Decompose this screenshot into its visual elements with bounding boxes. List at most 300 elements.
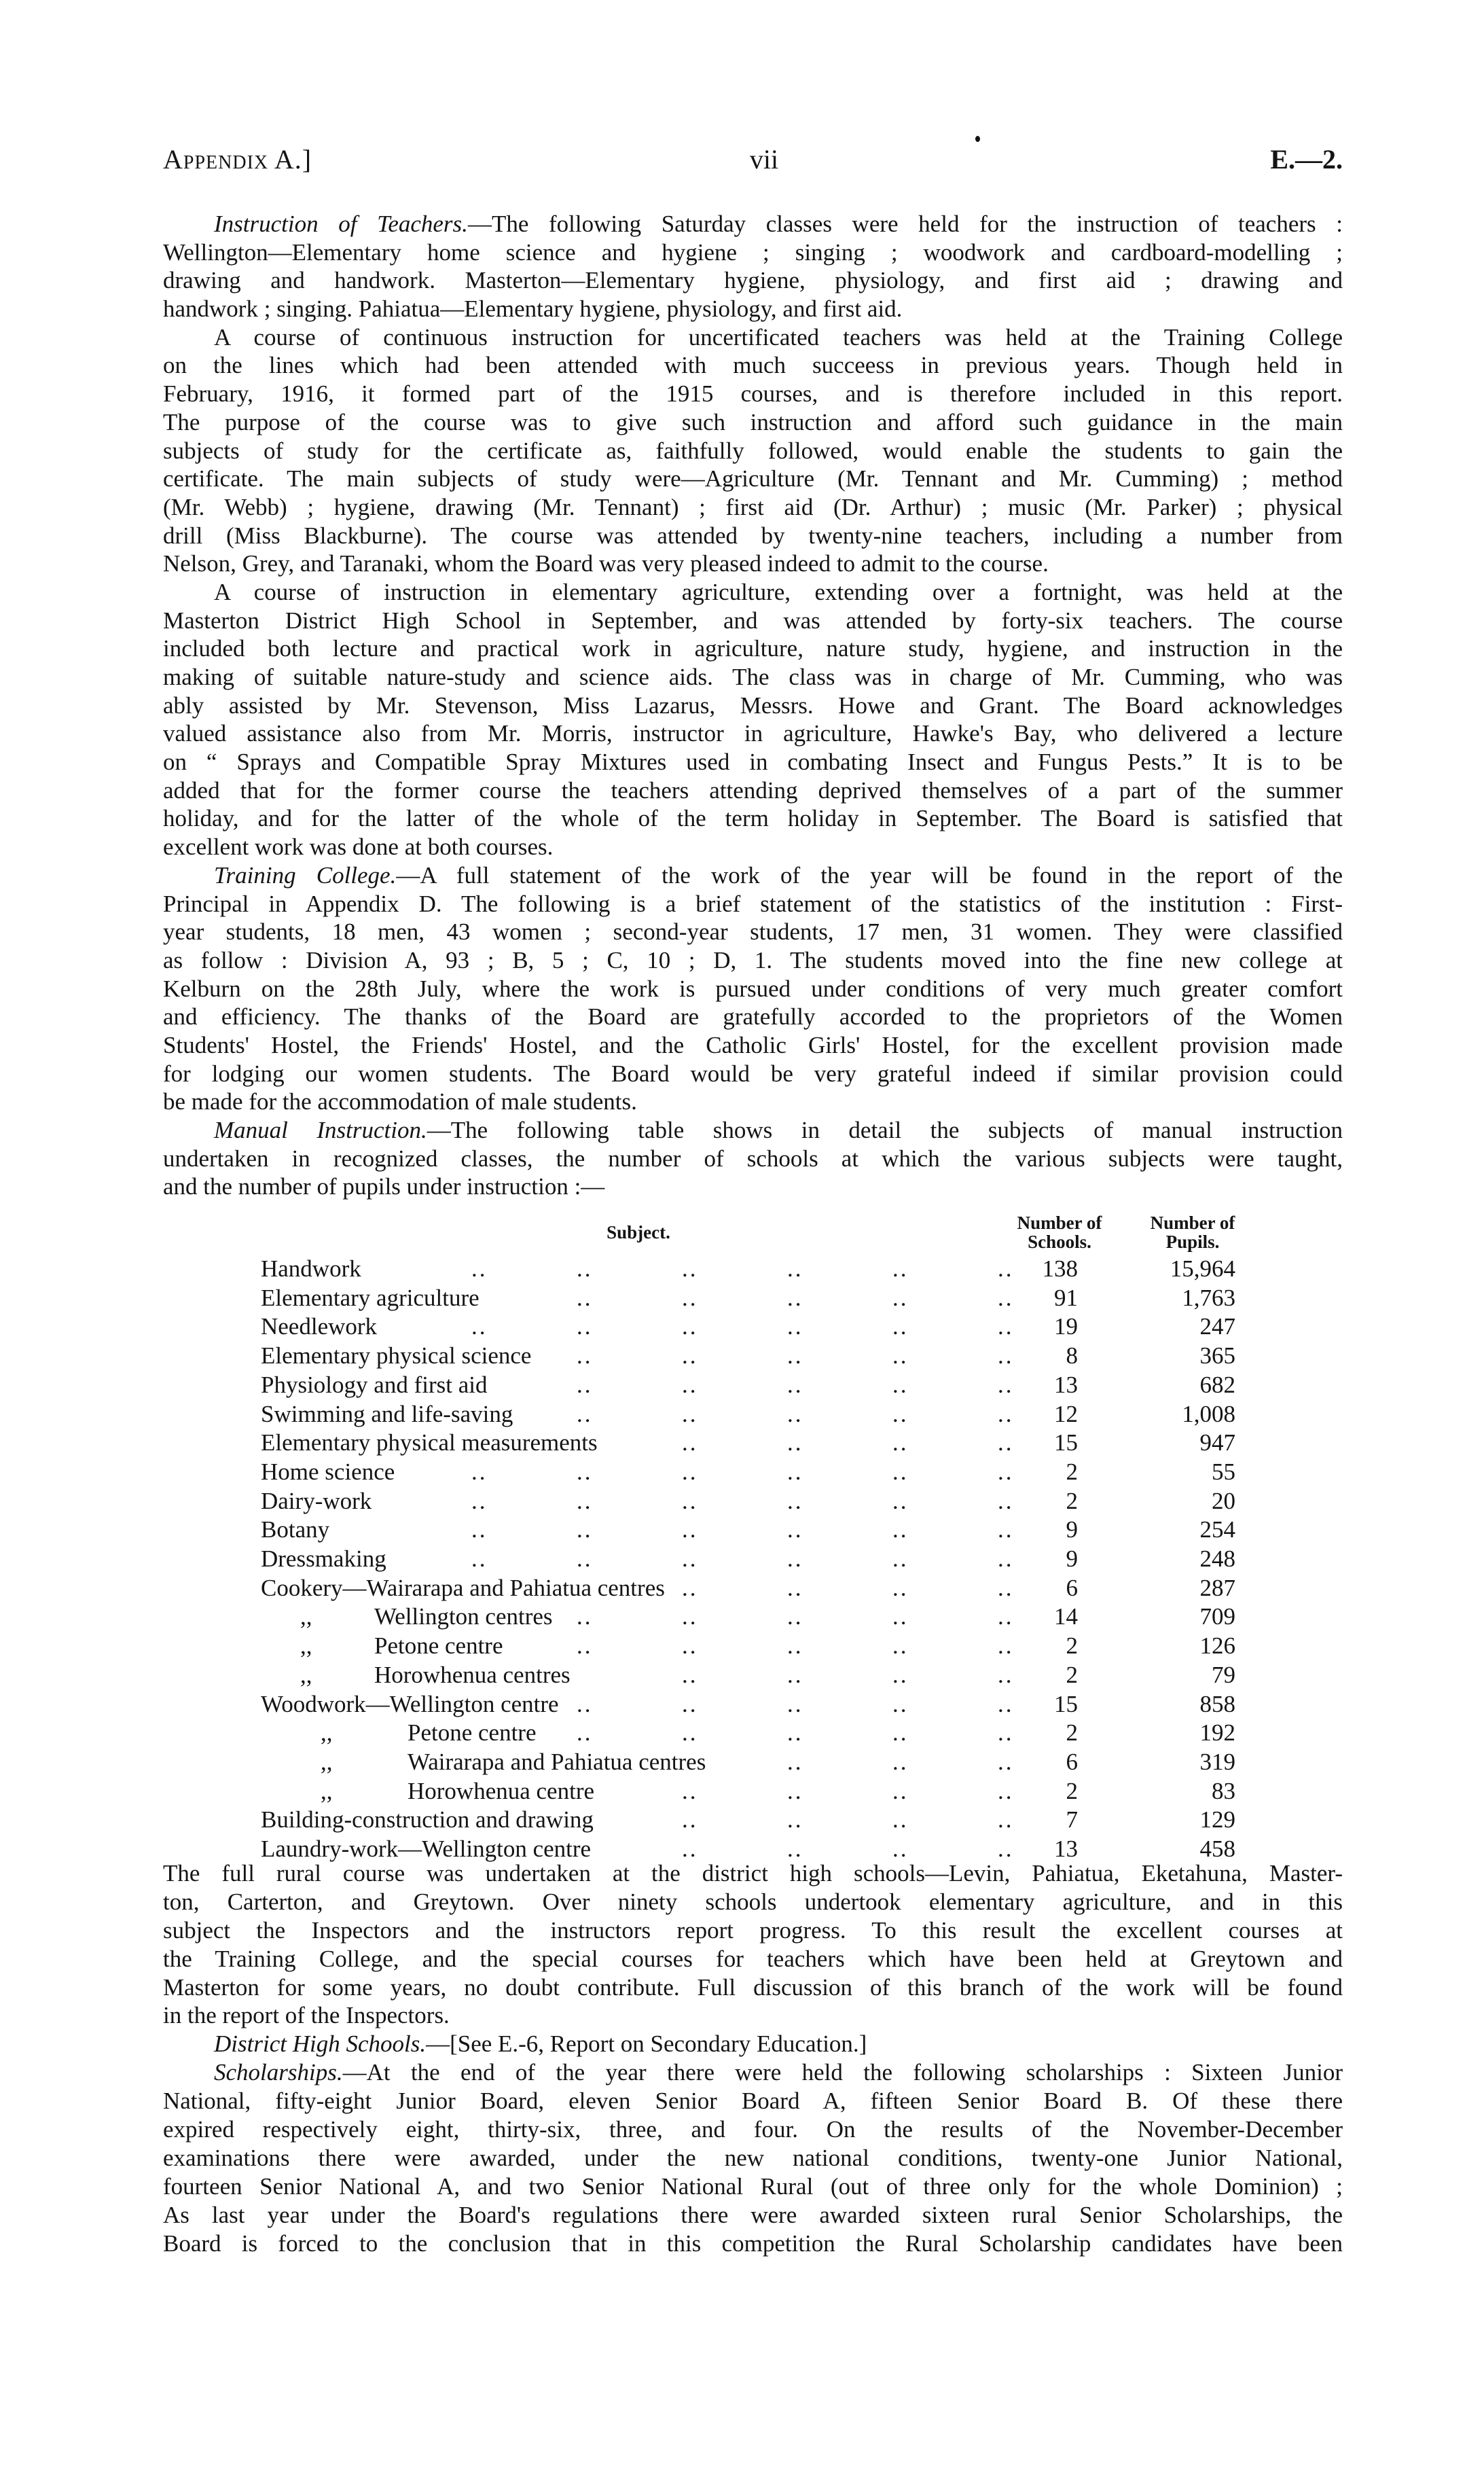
schools-cell: 2 [1066,1777,1078,1804]
dot-leader: .. [892,1574,909,1601]
pupils-cell: 947 [1199,1429,1235,1456]
line-text: for lodging our women students. The Board would be very grateful indeed if similar provision could [163,1060,1343,1087]
line-text: subject the Inspectors and the instructors report progress. To this result the excellent courses at [163,1916,1343,1944]
schools-cell: 13 [1054,1371,1078,1398]
paragraph-line [163,890,1343,918]
dot-leader: .. [892,1371,909,1398]
dot-leader: .. [787,1458,803,1485]
paragraph-line [163,833,1343,861]
pupils-cell: 709 [1199,1603,1235,1630]
subject-cell: Cookery—Wairarapa and Pahiatua centres [261,1574,665,1601]
subject-cell: Swimming and life-saving [261,1400,513,1427]
paragraph-line [163,465,1343,493]
paragraph-line [163,1088,1343,1116]
line-text: National, fifty-eight Junior Board, eleven Senior Board A, fifteen Senior Board B. Of these there [163,2088,1343,2115]
pupils-cell: 247 [1199,1313,1235,1340]
line-text: drawing and handwork. Masterton—Elementary hygiene, physiology, and first aid ; drawing and [163,267,1343,294]
line-text: The purpose of the course was to give such instruction and afford such guidance in the main [163,408,1343,435]
pupils-cell: 83 [1212,1777,1235,1804]
subject-cell: Dairy-work [261,1487,372,1514]
dot-leader: .. [787,1806,803,1833]
subject-cell: Wellington centres [374,1603,553,1630]
dot-leader: .. [682,1603,698,1630]
line-text: and efficiency. The thanks of the Board are gratefully accorded to the proprietors of the Women [163,1003,1343,1031]
body-text-top [163,210,1343,1201]
dot-leader: .. [787,1719,803,1747]
line-text: As last year under the Board's regulations there were awarded sixteen rural Senior Scholarships, the [163,2201,1343,2228]
schools-cell: 14 [1054,1603,1078,1630]
paragraph-line [163,2172,1343,2201]
ink-speck [975,136,980,142]
dot-leader: .. [682,1458,698,1485]
dot-leader: .. [577,1632,593,1660]
schools-cell: 12 [1054,1400,1078,1427]
schools-cell: 2 [1066,1661,1078,1688]
subject-cell: Building-construction and drawing [261,1806,594,1833]
line-text: February, 1916, it formed part of the 1915 courses, and is therefore included in this report. [163,380,1343,408]
dot-leader: .. [998,1806,1014,1833]
paragraph-line [163,323,1343,352]
table-row [0,1284,1484,1313]
dot-leader: .. [471,1516,488,1543]
table-row [0,1429,1484,1458]
dot-leader: .. [998,1777,1014,1804]
schools-cell: 9 [1066,1545,1078,1572]
section-heading: Manual Instruction. [214,1117,427,1143]
dot-leader: .. [577,1603,593,1630]
table-row [0,1632,1484,1661]
paragraph-line [163,719,1343,748]
running-head-appendix: Appendix A.] [163,144,312,175]
schools-cell: 2 [1066,1458,1078,1485]
paragraph-line [163,2115,1343,2144]
pupils-cell: 129 [1199,1806,1235,1833]
paragraph-line [163,1973,1343,2002]
dot-leader: .. [892,1748,909,1775]
line-text: —At the end of the year there were held the following scholarships : Sixteen Junior [342,2059,1343,2086]
dot-leader: .. [471,1255,488,1282]
paragraph-line [163,692,1343,720]
header-pupils-line1: Number of [1150,1213,1235,1233]
ditto-mark: ,, [321,1748,333,1775]
section-heading: Training College. [214,861,397,889]
dot-leader: .. [892,1487,909,1514]
subject-cell: Petone centre [408,1719,537,1747]
paragraph-line [163,550,1343,578]
dot-leader: .. [787,1313,803,1340]
table-row [0,1516,1484,1545]
dot-leader: .. [998,1603,1014,1630]
line-text: drill (Miss Blackburne). The course was attended by twenty-nine teachers, including a number from [163,522,1343,549]
pupils-cell: 1,763 [1182,1284,1235,1311]
pupils-cell: 1,008 [1182,1400,1235,1427]
paragraph-line [163,493,1343,522]
paragraph-line [163,2001,1343,2030]
paragraph-line [163,1173,1343,1201]
subject-cell: Laundry-work—Wellington centre [261,1836,592,1862]
subject-cell: Physiology and first aid [261,1371,488,1398]
header-schools-line1: Number of [1017,1213,1102,1233]
schools-cell: 6 [1066,1574,1078,1601]
dot-leader: .. [682,1313,698,1340]
line-text: Students' Hostel, the Friends' Hostel, and the Catholic Girls' Hostel, for the excellent provision made [163,1031,1343,1058]
line-text: in the report of the Inspectors. [163,2002,450,2029]
schools-cell: 15 [1054,1690,1078,1717]
dot-leader: .. [998,1516,1014,1543]
dot-leader: .. [892,1836,909,1862]
subject-cell: Dressmaking [261,1545,386,1572]
dot-leader: .. [471,1313,488,1340]
line-text: on the lines which had been attended with much succeess in previous years. Though held in [163,352,1343,379]
dot-leader: .. [682,1371,698,1398]
dot-leader: .. [998,1748,1014,1775]
dot-leader: .. [998,1313,1014,1340]
subject-cell: Handwork [261,1255,361,1282]
line-text: making of suitable nature-study and science aids. The class was in charge of Mr. Cumming, who was [163,664,1343,690]
dot-leader: .. [787,1487,803,1514]
dot-leader: .. [577,1284,593,1311]
schools-cell: 91 [1054,1284,1078,1311]
dot-leader: .. [682,1342,698,1370]
paragraph-line [163,1060,1343,1088]
dot-leader: .. [998,1284,1014,1311]
table-header-subject: Subject. [607,1222,670,1242]
pupils-cell: 55 [1212,1458,1235,1485]
dot-leader: .. [682,1255,698,1282]
dot-leader: .. [682,1777,698,1804]
dot-leader: .. [998,1661,1014,1688]
line-text: added that for the former course the teachers attending deprived themselves of a part of the summer [163,776,1343,804]
dot-leader: .. [682,1690,698,1717]
paragraph-line [163,578,1343,607]
table-row [0,1545,1484,1574]
dot-leader: .. [998,1429,1014,1456]
ditto-mark: ,, [321,1777,333,1804]
subject-cell: Home science [261,1458,395,1485]
paragraph-line [163,918,1343,946]
dot-leader: .. [892,1690,909,1717]
dot-leader: .. [892,1516,909,1543]
paragraph-line [163,351,1343,380]
line-text: —A full statement of the work of the year will be found in the report of the [396,861,1343,889]
dot-leader: .. [892,1661,909,1688]
dot-leader: .. [577,1487,593,1514]
dot-leader: .. [787,1371,803,1398]
paragraph-line [163,408,1343,437]
dot-leader: .. [892,1458,909,1485]
dot-leader: .. [471,1545,488,1572]
dot-leader: .. [682,1429,698,1456]
dot-leader: .. [787,1284,803,1311]
subject-cell: Needlework [261,1313,378,1340]
line-text: be made for the accommodation of male students. [163,1088,637,1115]
paragraph-line [163,1003,1343,1031]
dot-leader: .. [998,1836,1014,1862]
paragraph-line [163,1145,1343,1173]
dot-leader: .. [998,1632,1014,1660]
dot-leader: .. [787,1400,803,1427]
dot-leader: .. [787,1255,803,1282]
dot-leader: .. [682,1284,698,1311]
paragraph-line [163,1888,1343,1916]
dot-leader: .. [998,1487,1014,1514]
subject-cell: Botany [261,1516,330,1543]
line-text: undertaken in recognized classes, the number of schools at which the various subjects were taught, [163,1145,1343,1172]
table-row [0,1777,1484,1806]
section-heading: Scholarships. [214,2059,343,2086]
line-text: year students, 18 men, 43 women ; second-year students, 17 men, 31 women. They were classified [163,918,1343,946]
paragraph-line [163,2144,1343,2172]
table-row [0,1574,1484,1603]
line-text: certificate. The main subjects of study were—Agriculture (Mr. Tennant and Mr. Cumming) ; method [163,465,1343,493]
line-text: —The following Saturday classes were held for the instruction of teachers : [467,211,1343,237]
paragraph-line [163,238,1343,267]
section-heading: District High Schools. [214,2030,427,2058]
ditto-mark: ,, [300,1661,312,1688]
dot-leader: .. [787,1748,803,1775]
pupils-cell: 192 [1199,1719,1235,1747]
dot-leader: .. [892,1313,909,1340]
dot-leader: .. [787,1342,803,1370]
dot-leader: .. [682,1487,698,1514]
page-number: vii [749,144,779,175]
line-text: excellent work was done at both courses. [163,834,554,861]
dot-leader: .. [787,1516,803,1543]
line-text: examinations there were awarded, under the new national conditions, twenty-one Junior National, [163,2144,1343,2171]
line-text: Wellington—Elementary home science and hygiene ; singing ; woodwork and cardboard-modelling ; [163,238,1343,266]
header-schools-line2: Schools. [1028,1232,1091,1252]
table-row [0,1748,1484,1777]
paragraph-line [163,1945,1343,1973]
paragraph-line [163,437,1343,465]
paragraph-line [163,975,1343,1003]
dot-leader: .. [892,1806,909,1833]
dot-leader: .. [998,1545,1014,1572]
dot-leader: .. [892,1719,909,1747]
dot-leader: .. [471,1458,488,1485]
table-header-pupils [1132,1213,1254,1251]
dot-leader: .. [998,1400,1014,1427]
subject-cell: Elementary agriculture [261,1284,479,1311]
subject-cell: Horowhenua centres [374,1661,571,1688]
dot-leader: .. [682,1400,698,1427]
header-pupils-line2: Pupils. [1165,1232,1220,1252]
paragraph-line [163,1031,1343,1060]
dot-leader: .. [892,1342,909,1370]
paragraph-line [163,522,1343,550]
schools-cell: 19 [1054,1313,1078,1340]
paragraph-line [163,607,1343,635]
line-text: valued assistance also from Mr. Morris, instructor in agriculture, Hawke's Bay, who delivered a lecture [163,720,1343,747]
dot-leader: .. [998,1458,1014,1485]
table-row [0,1603,1484,1632]
dot-leader: .. [787,1574,803,1601]
dot-leader: .. [787,1661,803,1688]
dot-leader: .. [577,1313,593,1340]
table-row [0,1342,1484,1371]
line-text: A course of continuous instruction for uncertificated teachers was held at the Training College [214,323,1343,351]
line-text: Masterton District High School in September, and was attended by forty-six teachers. The course [163,607,1343,634]
paragraph-line [163,2201,1343,2230]
subject-cell: Horowhenua centre [408,1777,595,1804]
subject-cell: Petone centre [374,1632,503,1660]
paragraph-line [163,1916,1343,1945]
dot-leader: .. [998,1255,1014,1282]
paragraph-line [163,295,1343,323]
paragraph-line [163,663,1343,692]
line-text: included both lecture and practical work in agriculture, nature study, hygiene, and instruction in the [163,635,1343,662]
line-text: as follow : Division A, 93 ; B, 5 ; C, 10 ; D, 1. The students moved into the fine new college at [163,946,1343,973]
line-text: the Training College, and the special courses for teachers which have been held at Greytown and [163,1945,1343,1972]
body-text-bottom [163,1859,1343,2257]
dot-leader: .. [892,1284,909,1311]
dot-leader: .. [787,1632,803,1660]
subject-cell: Elementary physical measurements [261,1429,598,1456]
paragraph-line [163,1116,1343,1145]
dot-leader: .. [577,1719,593,1747]
paragraph-line [163,1859,1343,1888]
ditto-mark: ,, [321,1719,333,1747]
schools-cell: 138 [1042,1255,1078,1282]
dot-leader: .. [682,1661,698,1688]
table-row [0,1255,1484,1284]
schools-cell: 7 [1066,1806,1078,1833]
pupils-cell: 287 [1199,1574,1235,1601]
dot-leader: .. [577,1516,593,1543]
schools-cell: 6 [1066,1748,1078,1775]
dot-leader: .. [892,1603,909,1630]
dot-leader: .. [787,1690,803,1717]
line-text: ton, Carterton, and Greytown. Over ninety schools undertook elementary agriculture, and in this [163,1888,1343,1915]
table-row [0,1661,1484,1690]
line-text: Principal in Appendix D. The following is a brief statement of the statistics of the institution : First- [163,890,1343,917]
dot-leader: .. [471,1487,488,1514]
line-text: Board is forced to the conclusion that in this competition the Rural Scholarship candidates have been [163,2230,1343,2257]
schools-cell: 9 [1066,1516,1078,1543]
table-row [0,1371,1484,1400]
line-text: The full rural course was undertaken at the district high schools—Levin, Pahiatua, Eketahuna, Master- [163,1860,1343,1886]
table-row [0,1690,1484,1719]
line-text: Kelburn on the 28th July, where the work is pursued under conditions of very much greater comfort [163,975,1343,1002]
dot-leader: .. [998,1342,1014,1370]
table-row [0,1312,1484,1342]
line-text: Masterton for some years, no doubt contribute. Full discussion of this branch of the work will be found [163,1973,1343,2001]
table-row [0,1719,1484,1748]
dot-leader: .. [892,1545,909,1572]
line-text: and the number of pupils under instruction :— [163,1173,605,1200]
schools-cell: 2 [1066,1487,1078,1514]
paragraph-line [163,946,1343,975]
subject-cell: Wairarapa and Pahiatua centres [408,1748,706,1775]
pupils-cell: 365 [1199,1342,1235,1370]
paragraph-line [163,380,1343,408]
dot-leader: .. [892,1632,909,1660]
dot-leader: .. [682,1836,698,1862]
dot-leader: .. [892,1255,909,1282]
schools-cell: 15 [1054,1429,1078,1456]
schools-cell: 8 [1066,1342,1078,1370]
dot-leader: .. [577,1371,593,1398]
dot-leader: .. [892,1777,909,1804]
dot-leader: .. [787,1836,803,1862]
paragraph-line [163,634,1343,663]
schools-cell: 2 [1066,1632,1078,1660]
line-text: (Mr. Webb) ; hygiene, drawing (Mr. Tennant) ; first aid (Dr. Arthur) ; music (Mr. Parker) ; physical [163,493,1343,520]
line-text: Nelson, Grey, and Taranaki, whom the Board was very pleased indeed to admit to the course. [163,550,1049,577]
dot-leader: .. [577,1690,593,1717]
dot-leader: .. [577,1255,593,1282]
line-text: handwork ; singing. Pahiatua—Elementary hygiene, physiology, and first aid. [163,296,903,323]
dot-leader: .. [787,1429,803,1456]
schools-cell: 2 [1066,1719,1078,1747]
dot-leader: .. [577,1458,593,1485]
pupils-cell: 254 [1199,1516,1235,1543]
pupils-cell: 858 [1199,1690,1235,1717]
table-row [0,1487,1484,1516]
line-text: on “ Sprays and Compatible Spray Mixtures used in combating Insect and Fungus Pests.” It is to be [163,749,1343,776]
line-text: expired respectively eight, thirty-six, three, and four. On the results of the November-December [163,2116,1343,2143]
dot-leader: .. [998,1371,1014,1398]
line-text: ably assisted by Mr. Stevenson, Miss Lazarus, Messrs. Howe and Grant. The Board acknowledges [163,692,1343,719]
paragraph-line [163,266,1343,295]
dot-leader: .. [787,1603,803,1630]
table-row [0,1806,1484,1835]
dot-leader: .. [682,1574,698,1601]
dot-leader: .. [577,1342,593,1370]
table-header-schools [998,1213,1121,1251]
line-text: A course of instruction in elementary agriculture, extending over a fortnight, was held at the [214,578,1343,605]
dot-leader: .. [682,1806,698,1833]
paragraph-line [163,210,1343,238]
dot-leader: .. [998,1719,1014,1747]
paragraph-line [163,776,1343,805]
ditto-mark: ,, [300,1632,312,1660]
dot-leader: .. [577,1545,593,1572]
dot-leader: .. [892,1429,909,1456]
schools-cell: 13 [1054,1836,1078,1862]
pupils-cell: 20 [1212,1487,1235,1514]
line-text: —The following table shows in detail the subjects of manual instruction [427,1117,1343,1143]
pupils-cell: 682 [1199,1371,1235,1398]
dot-leader: .. [998,1690,1014,1717]
line-text: subjects of study for the certificate as, faithfully followed, would enable the students to gain the [163,437,1343,464]
line-text: —[See E.-6, Report on Secondary Education.] [426,2030,867,2058]
dot-leader: .. [892,1400,909,1427]
line-text: holiday, and for the latter of the whole of the term holiday in September. The Board is satisfied that [163,805,1343,832]
dot-leader: .. [682,1719,698,1747]
paragraph-line [163,2230,1343,2258]
pupils-cell: 15,964 [1170,1255,1235,1282]
dot-leader: .. [682,1632,698,1660]
pupils-cell: 126 [1199,1632,1235,1660]
dot-leader: .. [787,1545,803,1572]
pupils-cell: 458 [1199,1836,1235,1862]
subject-cell: Woodwork—Wellington centre [261,1690,559,1717]
paragraph-line [163,2030,1343,2058]
pupils-cell: 319 [1199,1748,1235,1775]
dot-leader: .. [577,1400,593,1427]
dot-leader: .. [998,1574,1014,1601]
table-row [0,1458,1484,1487]
dot-leader: .. [682,1545,698,1572]
pupils-cell: 248 [1199,1545,1235,1572]
paragraph-line [163,748,1343,776]
subject-cell: Elementary physical science [261,1342,532,1370]
line-text: fourteen Senior National A, and two Senior National Rural (out of three only for the whole Dominion) ; [163,2172,1343,2200]
paragraph-line [163,2058,1343,2087]
paragraph-line [163,861,1343,890]
table-row [0,1400,1484,1429]
